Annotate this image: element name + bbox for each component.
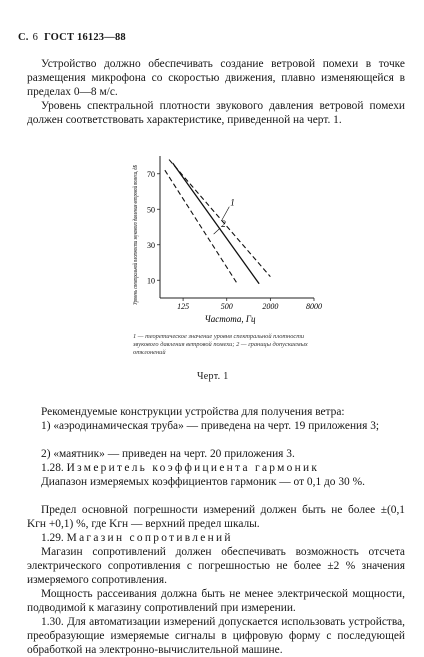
section-title: Измеритель коэффициента гармоник: [66, 462, 320, 474]
list-item-pendulum: 2) «маятник» — приведен на черт. 20 приложения 3.: [41, 448, 295, 460]
section-heading-harmonic-meter: [27, 461, 405, 475]
y-tick-label: 10: [147, 276, 155, 286]
standard-number: ГОСТ 16123—88: [44, 32, 126, 43]
paragraph-range: Диапазон измеряемых коэффициентов гармоник — от 0,1 до 30 %.: [41, 476, 365, 488]
series-line-theoretical: [173, 163, 259, 284]
paragraph-power: Мощность рассеивания должна быть не менее электрической мощности, подводимой к магазину сопротивлений при измерении.: [27, 588, 405, 614]
curve-label: 2: [221, 219, 226, 229]
chart-xlabel: Частота, Гц: [204, 314, 256, 324]
x-tick-label: 8000: [306, 302, 322, 311]
chart-ylabel: Уровень спектральной плотности звукового давления ветровой помехи, дБ: [132, 102, 139, 305]
figure-caption: 1 — теоретическое значение уровня спектральной плотности звукового давления ветровой помехи; 2 — границы допускаемых отклонений: [133, 333, 308, 356]
spectral-density-chart: [118, 102, 322, 328]
page-header: [18, 32, 126, 43]
header-prefix: С.: [18, 32, 29, 43]
x-tick-label: 125: [177, 302, 190, 311]
paragraph-resistance-accuracy: Магазин сопротивлений должен обеспечивать возможность отсчета электрического сопротивления с погрешностью не более ±2 % значения измеряемого сопротивления.: [27, 546, 405, 586]
paragraph-spectral-level: Уровень спектральной плотности звукового давления ветровой помехи должен соответствовать характеристике, приведенной на черт. 1.: [27, 100, 405, 126]
series-line-lower-bound: [165, 170, 237, 284]
curve-label-leader: [214, 228, 221, 234]
list-item-aero-tube: 1) «аэродинамическая труба» — приведена на черт. 19 приложения 3;: [41, 420, 380, 432]
paragraph-automation: 1.30. Для автоматизации измерений допускается использовать устройства, преобразующие измеряемые сигналы в цифровую форму с последующей обработкой на электронно-вычислительной машине.: [27, 616, 405, 656]
section-heading-resistance-box: [27, 531, 405, 545]
section-number: 1.28.: [41, 462, 64, 474]
y-tick-label: 70: [147, 169, 155, 179]
curve-label-leader: [222, 207, 229, 220]
paragraph-recommended: Рекомендуемые конструкции устройства для получения ветра:: [41, 406, 345, 418]
section-number: 1.29.: [41, 532, 64, 544]
series-line-upper-bound: [169, 160, 270, 277]
y-tick-label: 30: [147, 240, 155, 250]
x-tick-label: 500: [220, 302, 233, 311]
paragraph-error-limit: Предел основной погрешности измерений должен быть не более ±(0,1 Kгн +0,1) %, где Kгн — верхний предел шкалы.: [27, 504, 405, 530]
curve-label: 1: [230, 197, 235, 208]
x-tick-label: 2000: [262, 302, 279, 311]
paragraph-wind-device: Устройство должно обеспечивать создание ветровой помехи в точке размещения микрофона со скоростью движения, плавно изменяющейся в пределах 0—8 м/с.: [27, 58, 405, 98]
figure-label: Черт. 1: [197, 371, 229, 382]
y-tick-label: 50: [147, 205, 155, 215]
page-number: 6: [32, 32, 39, 43]
section-title: Магазин сопротивлений: [66, 532, 233, 544]
